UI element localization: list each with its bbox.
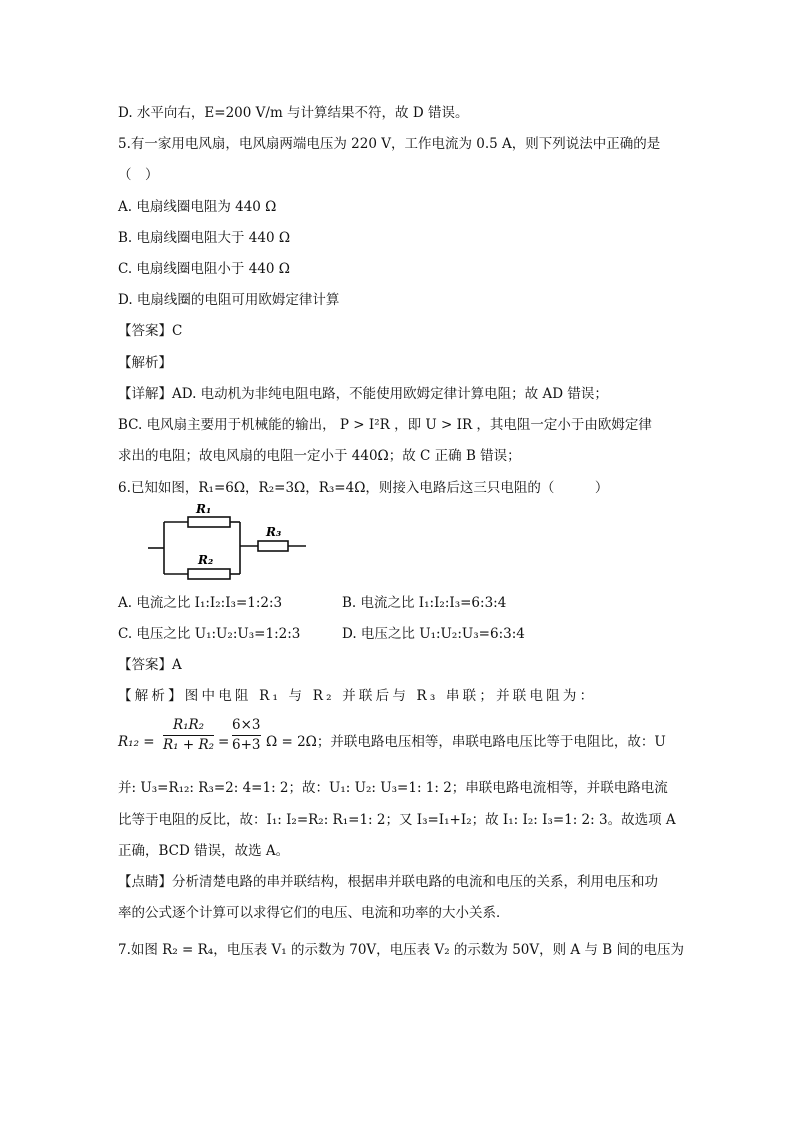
q5-detail-bc-cont: 求出的电阻；故电风扇的电阻一定小于 440Ω；故 C 正确 B 错误；	[118, 448, 521, 464]
resistor-r3	[258, 541, 288, 551]
q5-answer: 【答案】C	[118, 323, 183, 339]
r3-label: R₃	[266, 525, 282, 539]
q6-analysis-line3: 比等于电阻的反比，故：I₁: I₂=R₂: R₁=1: 2；又 I₃=I₁+I₂；故 I₁: I₂: I₃=1: 2: 3。故选项 A	[118, 812, 676, 828]
q5-detail-bc: BC. 电风扇主要用于机械能的输出， P > I²R ，即 U > IR ，其电阻一定小于由欧姆定律	[118, 417, 652, 433]
question-5-stem: 5.有一家用电风扇，电风扇两端电压为 220 V，工作电流为 0.5 A，则下列说法中正确的是	[118, 136, 661, 152]
fraction-values-denominator: 6+3	[232, 737, 261, 753]
fraction-values	[232, 717, 261, 754]
q5-option-a: A. 电扇线圈电阻为 440 Ω	[118, 199, 277, 215]
fraction-values-numerator: 6×3	[232, 717, 261, 733]
question-5-blank: （ ）	[118, 167, 159, 183]
q6-option-c: C. 电压之比 U₁:U₂:U₃=1:2:3	[118, 626, 301, 642]
circuit-diagram	[146, 500, 311, 582]
fraction-denominator: R₁ + R₂	[163, 737, 215, 753]
q6-key-point: 【点睛】分析清楚电路的串并联结构，根据串并联电路的电流和电压的关系，利用电压和功	[118, 874, 658, 890]
q5-detail-ad: 【详解】AD. 电动机为非纯电阻电路，不能使用欧姆定律计算电阻；故 AD 错误；	[118, 386, 608, 402]
formula-r12: R₁₂ =	[118, 734, 155, 750]
question-7-stem: 7.如图 R₂ = R₄，电压表 V₁ 的示数为 70V，电压表 V₂ 的示数为 50V，则 A 与 B 间的电压为	[118, 942, 684, 958]
question-6-stem: 6.已知如图，R₁=6Ω，R₂=3Ω，R₃=4Ω，则接入电路后这三只电阻的（ ）	[118, 480, 609, 496]
formula-result: Ω = 2Ω；并联电路电压相等，串联电路电压比等于电阻比，故：U	[266, 734, 666, 750]
fraction-numerator: R₁R₂	[172, 717, 205, 733]
q6-option-b: B. 电流之比 I₁:I₂:I₃=6:3:4	[342, 595, 507, 611]
q6-analysis-line2: 并: U₃=R₁₂: R₃=2: 4=1: 2；故：U₁: U₂: U₃=1: 1: 2；串联电路电流相等，并联电路电流	[118, 780, 668, 796]
q6-key-point-cont: 率的公式逐个计算可以求得它们的电压、电流和功率的大小关系．	[118, 905, 510, 921]
fraction-parallel	[163, 717, 214, 754]
q6-analysis-line4: 正确，BCD 错误，故选 A。	[118, 843, 290, 859]
q6-answer: 【答案】A	[118, 657, 182, 673]
q5-option-c: C. 电扇线圈电阻小于 440 Ω	[118, 261, 290, 277]
formula-lhs	[118, 733, 155, 751]
resistor-r1	[188, 517, 230, 527]
q5-option-d: D. 电扇线圈的电阻可用欧姆定律计算	[118, 292, 340, 308]
q5-analysis-heading: 【解析】	[118, 355, 172, 371]
q6-option-d: D. 电压之比 U₁:U₂:U₃=6:3:4	[342, 626, 525, 642]
q5-option-b: B. 电扇线圈电阻大于 440 Ω	[118, 230, 291, 246]
resistor-r2	[188, 569, 230, 579]
q6-analysis-intro: 【解析】图中电阻 R₁ 与 R₂ 并联后与 R₃ 串联；并联电阻为：	[118, 688, 597, 704]
q6-option-a: A. 电流之比 I₁:I₂:I₃=1:2:3	[118, 595, 283, 611]
r2-label: R₂	[198, 553, 214, 567]
r1-label: R₁	[196, 502, 212, 516]
option-d-prev: D. 水平向右，E=200 V/m 与计算结果不符，故 D 错误。	[118, 105, 469, 121]
formula-equals: =	[218, 734, 230, 750]
